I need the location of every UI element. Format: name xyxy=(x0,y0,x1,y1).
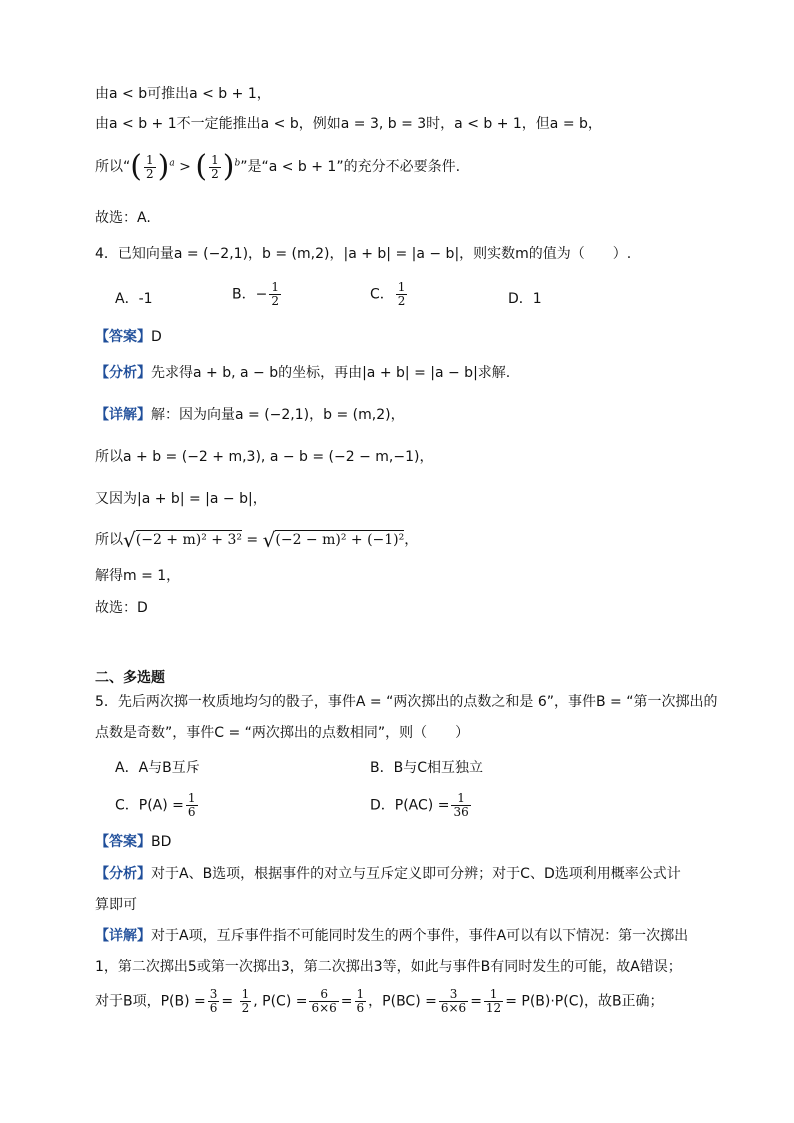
q5-option-a: A．A与B互斥 xyxy=(115,760,200,776)
numerator: 3 xyxy=(439,988,468,1002)
fraction xyxy=(355,988,367,1015)
fraction xyxy=(396,281,408,308)
analysis-text: 对于A、B选项，根据事件的对立与互斥定义即可分辨；对于C、D选项利用概率公式计 xyxy=(151,866,681,882)
fraction xyxy=(309,988,338,1015)
question-5-line2: 点数是奇数”，事件C = “两次掷出的点数相同”，则（ ） xyxy=(95,725,470,741)
radicand: (−2 + m)² + 3² xyxy=(135,532,242,548)
detail-line: 故选：D xyxy=(95,600,148,616)
option-label: D．P(AC) = xyxy=(370,797,450,814)
text-fragment: 所以“ xyxy=(95,159,131,175)
answer-line xyxy=(95,327,162,347)
answer-line xyxy=(95,832,171,852)
paren: ( xyxy=(130,149,142,184)
option-label: C． xyxy=(370,286,394,303)
text-fragment: 对于B项，P(B) = xyxy=(95,993,206,1010)
detail-line: 所以a + b = (−2 + m,3), a − b = (−2 − m,−1)， xyxy=(95,449,434,465)
exponent: a xyxy=(169,158,175,169)
numerator: 1 xyxy=(145,152,154,167)
text-fragment: ， xyxy=(404,532,419,548)
denominator: 12 xyxy=(485,1001,502,1015)
sqrt-symbol: √ xyxy=(262,528,276,552)
section-heading: 二、多选题 xyxy=(95,670,165,686)
answer-tag: 【答案】 xyxy=(95,834,151,850)
denominator: 36 xyxy=(453,805,469,819)
answer-tag: 【答案】 xyxy=(95,329,151,345)
text-fragment: = P(B)·P(C)，故B正确； xyxy=(505,993,664,1010)
fraction xyxy=(240,988,252,1015)
equals: = xyxy=(241,532,263,548)
detail-line: 又因为|a + b| = |a − b|， xyxy=(95,491,267,507)
fraction xyxy=(186,792,198,819)
text-line: 由a < b可推出a < b + 1， xyxy=(95,86,271,102)
text-fragment: 所以 xyxy=(95,532,123,548)
detail-line-sqrt xyxy=(95,530,418,550)
fraction xyxy=(269,281,281,308)
q5-option-b: B．B与C相互独立 xyxy=(370,760,483,776)
gt-symbol: > xyxy=(174,159,196,175)
numerator: 1 xyxy=(484,988,503,1002)
numerator: 3 xyxy=(209,987,218,1001)
sqrt-symbol: √ xyxy=(123,528,136,552)
text-line-fraction-compare xyxy=(95,149,461,184)
detail-text: 对于A项，互斥事件指不可能同时发生的两个事件，事件A可以有以下情况：第一次掷出 xyxy=(151,928,689,944)
detail-line-probability xyxy=(95,988,664,1015)
paren: ) xyxy=(222,149,235,184)
q5-option-d xyxy=(370,792,473,819)
analysis-text: 先求得a + b, a − b的坐标，再由|a + b| = |a − b|求解. xyxy=(151,365,511,381)
numerator: 6 xyxy=(309,988,338,1002)
denominator: 2 xyxy=(145,166,154,181)
denominator: 6×6 xyxy=(311,1001,337,1015)
option-label: B．− xyxy=(232,286,268,303)
paren: ( xyxy=(195,149,208,184)
numerator: 1 xyxy=(211,152,219,167)
text-fragment: ”是“a < b + 1”的充分不必要条件. xyxy=(240,159,461,175)
q4-option-c xyxy=(370,281,409,308)
detail-line xyxy=(95,405,405,425)
text-fragment: = xyxy=(340,993,353,1010)
denominator: 6 xyxy=(187,805,196,819)
denominator: 2 xyxy=(271,294,279,308)
numerator: 1 xyxy=(451,792,470,806)
numerator: 1 xyxy=(271,280,279,294)
numerator: 1 xyxy=(241,987,250,1001)
analysis-line xyxy=(95,363,510,383)
analysis-line xyxy=(95,864,681,884)
detail-tag: 【详解】 xyxy=(95,407,151,423)
fraction xyxy=(439,988,468,1015)
fraction xyxy=(484,988,503,1015)
fraction xyxy=(144,154,156,181)
denominator: 6 xyxy=(356,1001,365,1015)
fraction xyxy=(208,988,220,1015)
text-line: 由a < b + 1不一定能推出a < b，例如a = 3, b = 3时，a < b + 1，但a = b， xyxy=(95,116,602,132)
denominator: 2 xyxy=(241,1001,250,1015)
detail-line: 1，第二次掷出5或第一次掷出3，第二次掷出3等，如此与事件B有同时发生的可能，故A错误； xyxy=(95,959,682,975)
option-label: C．P(A) = xyxy=(115,797,184,814)
q4-option-b xyxy=(232,281,283,308)
fraction xyxy=(209,154,221,181)
q5-option-c xyxy=(115,792,200,819)
detail-text: 解：因为向量a = (−2,1)，b = (m,2)， xyxy=(151,407,405,423)
question-4: 4．已知向量a = (−2,1)，b = (m,2)，|a + b| = |a − b|，则实数m的值为（ ）. xyxy=(95,246,632,262)
analysis-tag: 【分析】 xyxy=(95,866,151,882)
text-fragment: = xyxy=(470,993,482,1010)
numerator: 1 xyxy=(187,791,196,805)
detail-tag: 【详解】 xyxy=(95,928,151,944)
q4-option-d: D．1 xyxy=(508,291,542,307)
detail-line: 解得m = 1， xyxy=(95,568,181,584)
numerator: 1 xyxy=(397,280,406,294)
analysis-line: 算即可 xyxy=(95,897,137,913)
fraction xyxy=(451,792,470,819)
paren: ) xyxy=(157,149,170,184)
text-fragment: = xyxy=(221,993,238,1010)
numerator: 1 xyxy=(356,987,365,1001)
exponent: b xyxy=(234,158,241,169)
denominator: 2 xyxy=(211,166,219,181)
text-line: 故选：A. xyxy=(95,210,151,226)
denominator: 2 xyxy=(397,294,406,308)
question-5-line1: 5．先后两次掷一枚质地均匀的骰子，事件A = “两次掷出的点数之和是 6”，事件B = “第一次掷出的 xyxy=(95,694,718,710)
q4-option-a: A．-1 xyxy=(115,291,153,307)
denominator: 6×6 xyxy=(440,1001,467,1015)
text-fragment: ，P(BC) = xyxy=(368,993,437,1010)
detail-line xyxy=(95,926,688,946)
text-fragment: , P(C) = xyxy=(253,993,308,1010)
analysis-tag: 【分析】 xyxy=(95,365,151,381)
answer-value: D xyxy=(151,329,162,345)
answer-value: BD xyxy=(151,834,172,850)
denominator: 6 xyxy=(209,1001,218,1015)
radicand: (−2 − m)² + (−1)² xyxy=(275,532,405,548)
